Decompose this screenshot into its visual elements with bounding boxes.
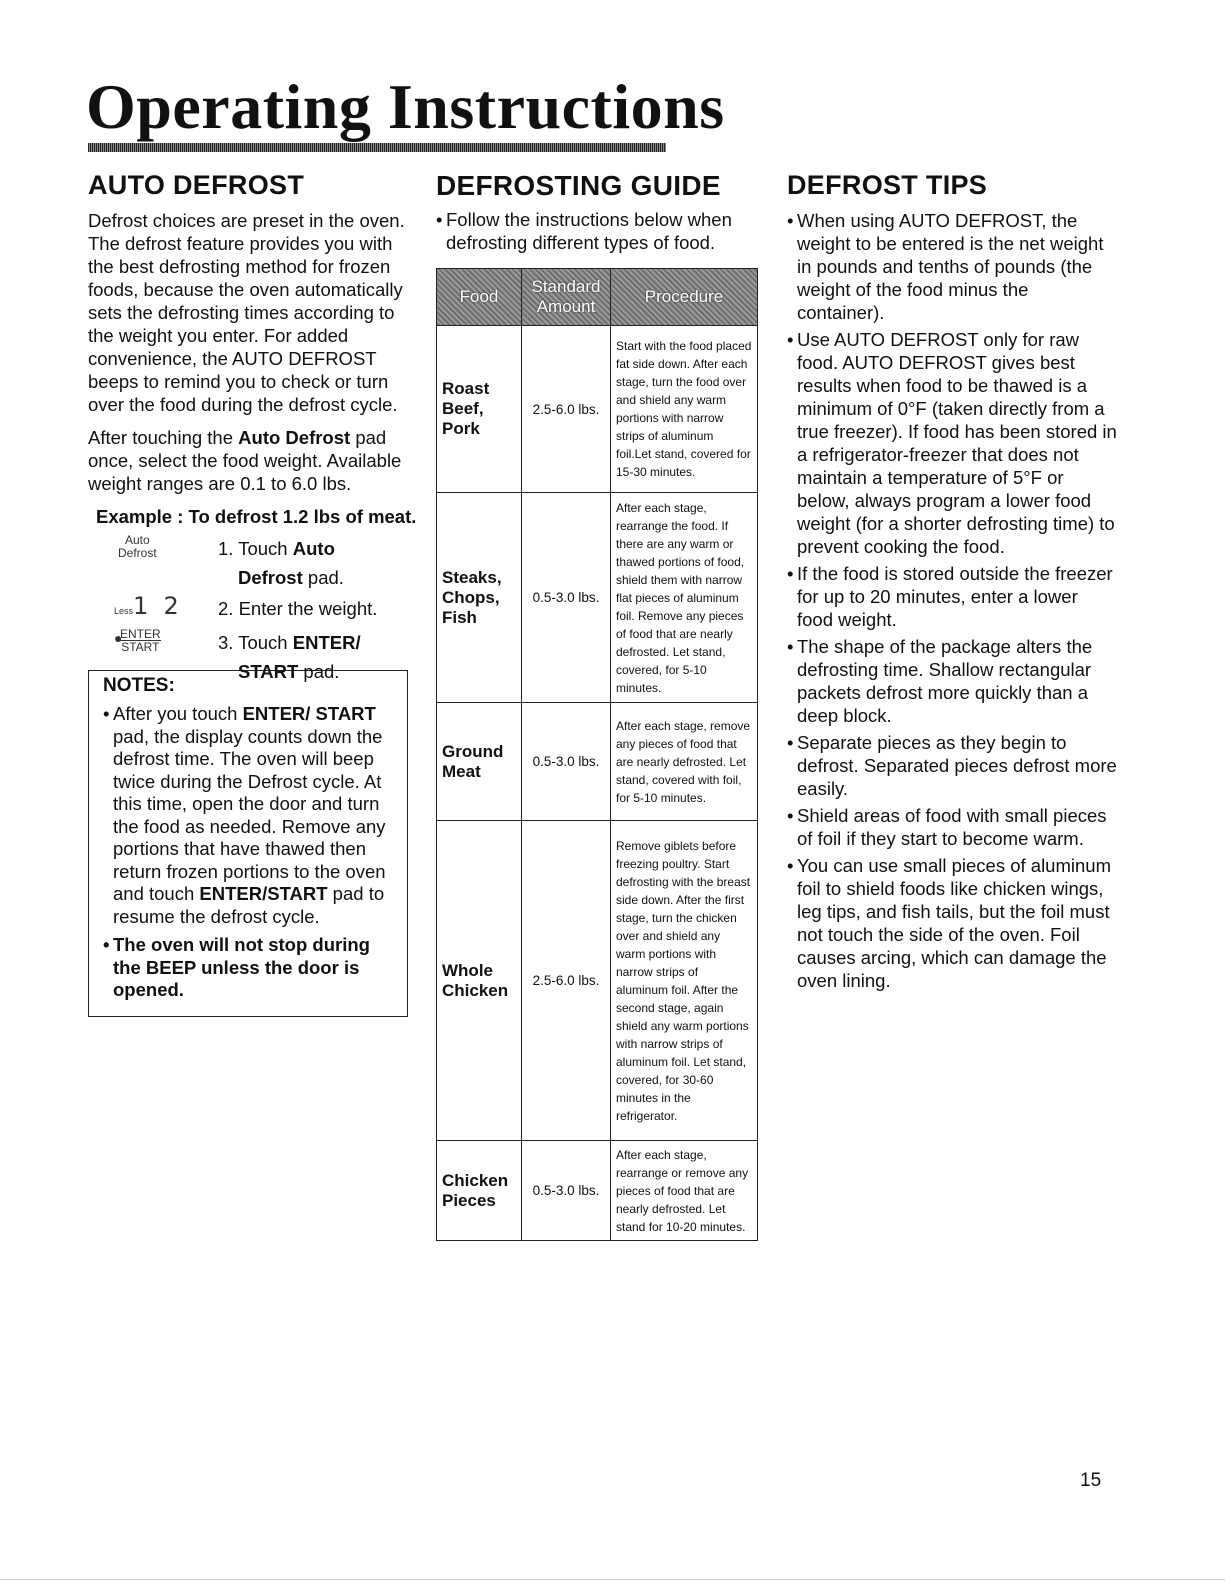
note-text: pad to resume the defrost cycle. — [113, 883, 385, 927]
tip-item: • Use AUTO DEFROST only for raw food. AUTO DEFROST gives best results when food to be thawed is a minimum of 0°F (taken directly from a true freezer). If food has been stored in a refrigerator-freezer that does not maintain a temperature of 5°F or below, always program a lower food weight (for a shorter defrosting time) to prevent cooking the food. — [787, 328, 1117, 558]
enter-start-pad-icon — [114, 627, 161, 654]
tip-item: • Separate pieces as they begin to defrost. Separated pieces defrost more easily. — [787, 731, 1117, 800]
note-item-warning: • The oven will not stop during the BEEP unless the door is opened. — [103, 934, 397, 1002]
notes-box — [88, 670, 408, 1017]
notes-title: NOTES: — [103, 675, 175, 696]
auto-defrost-section — [88, 170, 418, 1017]
procedure-cell: After each stage, rearrange the food. If there are any warm or thawed portions of food, shield them with narrow flat pieces of aluminum foil. Remove any pieces of food that are nearly defrosted. Let stand, covered, for 5-10 minutes. — [611, 493, 758, 703]
procedure-cell: After each stage, rearrange or remove any pieces of food that are nearly defrosted. Let stand for 10-20 minutes. — [611, 1141, 758, 1241]
title-underline — [88, 143, 666, 152]
table-header-row — [437, 269, 758, 326]
note-pad-name: ENTER/START — [199, 883, 328, 904]
bottom-rule — [0, 1579, 1225, 1580]
table-row — [437, 821, 758, 1141]
tip-item: • If the food is stored outside the freezer for up to 20 minutes, enter a lower food weight. — [787, 562, 1117, 631]
icon-label: START — [121, 640, 160, 654]
amount-cell: 0.5-3.0 lbs. — [522, 1141, 611, 1241]
icon-label: Less — [114, 606, 134, 616]
table-row — [437, 703, 758, 821]
step-text: pad. — [302, 567, 344, 588]
tip-item: • Shield areas of food with small pieces of foil if they start to become warm. — [787, 804, 1117, 850]
tip-item: • The shape of the package alters the defrosting time. Shallow rectangular packets defrost more quickly than a deep block. — [787, 635, 1117, 727]
icon-label: ENTER — [120, 627, 161, 641]
auto-defrost-intro: Defrost choices are preset in the oven. The defrost feature provides you with the best defrosting method for frozen foods, because the oven automatically sets the defrosting times according to the weight you enter. For added convenience, the AUTO DEFROST beeps to remind you to check or turn over the food during the defrost cycle. — [88, 210, 405, 415]
step-text: pad. — [298, 661, 340, 682]
tip-item: • You can use small pieces of aluminum foil to shield foods like chicken wings, leg tips, and fish tails, but the foil must not touch the side of the oven. Foil causes arcing, which can damage the oven lining. — [787, 854, 1117, 992]
page-title: Operating Instructions — [86, 71, 725, 142]
tip-item: • When using AUTO DEFROST, the weight to be entered is the net weight in pounds and tenths of pounds (the weight of the food minus the container). — [787, 209, 1117, 324]
icon-label: Defrost — [118, 546, 157, 560]
example-title: Example : To defrost 1.2 lbs of meat. — [96, 506, 417, 527]
food-cell: Ground Meat — [437, 703, 522, 821]
number-keys: 1 2 — [133, 592, 179, 620]
example-steps — [96, 533, 418, 682]
procedure-cell: Start with the food placed fat side down. After each stage, turn the food over and shield any warm portions with narrow strips of aluminum foil.Let stand, covered for 15-30 minutes. — [611, 326, 758, 493]
procedure-cell: Remove giblets before freezing poultry. Start defrosting with the breast side down. After the first stage, turn the chicken over and shield any warm portions with narrow strips of aluminum foil. After the second stage, again shield any warm portions with narrow strips of aluminum foil. Let stand, covered, for 30-60 minutes in the refrigerator. — [611, 821, 758, 1141]
auto-defrost-weight-range — [88, 426, 418, 495]
defrost-tips-heading: DEFROST TIPS — [787, 170, 988, 200]
table-row — [437, 1141, 758, 1241]
defrosting-guide-table — [436, 268, 758, 1241]
food-cell: Steaks, Chops, Fish — [437, 493, 522, 703]
step-2: 2. Enter the weight. — [218, 598, 378, 619]
icon-label: Auto — [125, 533, 150, 547]
step-pad-name: ENTER/ — [292, 632, 361, 653]
table-row — [437, 493, 758, 703]
defrosting-guide-intro: • Follow the instructions below when defrosting different types of food. — [436, 208, 761, 254]
note-item — [103, 703, 397, 928]
para-text: After touching the — [88, 427, 239, 448]
defrost-tips-list — [787, 209, 1117, 992]
step-text: 1. Touch — [218, 538, 293, 559]
amount-cell: 2.5-6.0 lbs. — [522, 326, 611, 493]
step-pad-name: Auto — [292, 538, 335, 559]
notes-list — [103, 703, 397, 1002]
step-3 — [218, 628, 361, 686]
defrost-tips-section — [787, 170, 1117, 996]
page-number: 15 — [1080, 1470, 1102, 1491]
step-1 — [218, 534, 344, 592]
column-header-food: Food — [437, 269, 522, 326]
note-text: pad, the display counts down the defrost time. The oven will beep twice during the Defrost cycle. At this time, open the door and turn the food as needed. Remove any portions that have thawed then return frozen portions to the oven and touch — [113, 725, 386, 904]
column-header-amount: Standard Amount — [522, 269, 611, 326]
amount-cell: 0.5-3.0 lbs. — [522, 703, 611, 821]
note-pad-name: ENTER/ START — [242, 703, 376, 724]
food-cell: Roast Beef, Pork — [437, 326, 522, 493]
para-text: pad once, select the food weight. Available weight ranges are 0.1 to 6.0 lbs. — [88, 427, 402, 494]
step-pad-name: START — [238, 661, 299, 682]
table-row — [437, 326, 758, 493]
amount-cell: 0.5-3.0 lbs. — [522, 493, 611, 703]
column-header-procedure: Procedure — [611, 269, 758, 326]
food-cell: Whole Chicken — [437, 821, 522, 1141]
step-text: 3. Touch — [218, 632, 293, 653]
procedure-cell: After each stage, remove any pieces of food that are nearly defrosted. Let stand, covered with foil, for 5-10 minutes. — [611, 703, 758, 821]
food-cell: Chicken Pieces — [437, 1141, 522, 1241]
amount-cell: 2.5-6.0 lbs. — [522, 821, 611, 1141]
power-icon: ● — [114, 630, 123, 646]
defrosting-guide-heading: DEFROSTING GUIDE — [436, 170, 721, 201]
auto-defrost-pad-icon — [118, 534, 157, 560]
defrosting-guide-section — [436, 170, 761, 1241]
note-text: After you touch — [113, 703, 243, 724]
auto-defrost-pad-name: Auto Defrost — [238, 427, 351, 448]
number-pad-icon — [114, 592, 179, 620]
step-pad-name: Defrost — [238, 567, 303, 588]
auto-defrost-heading: AUTO DEFROST — [88, 170, 305, 200]
